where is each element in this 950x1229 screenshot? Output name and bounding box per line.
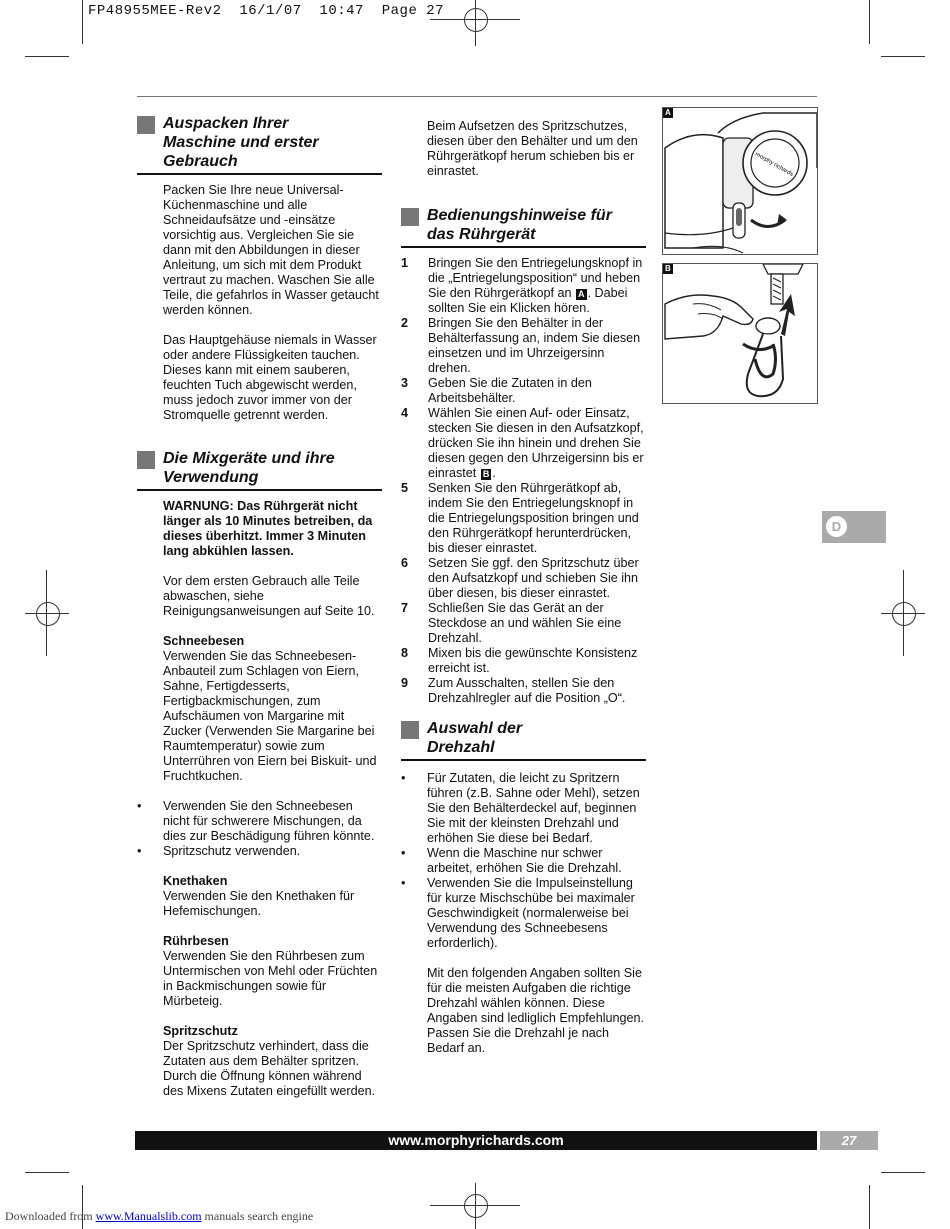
list-item-text: Spritzschutz verwenden.	[163, 844, 301, 858]
bullet-icon: •	[137, 844, 142, 858]
step-text: Setzen Sie ggf. den Spritzschutz über den Aufsatzkopf und schieben Sie ihn über diesen, bis dieser einrastet.	[428, 556, 639, 600]
heading-line: das Rührgerät	[427, 226, 536, 243]
step-text: Wählen Sie einen Auf- oder Einsatz, stecken Sie diesen in den Aufsatzkopf, drücken Sie ihn hinein und drehen Sie diesen gegen den Uhrzeigersinn bis er einrastet	[428, 406, 644, 480]
subheading-spritzschutz: Spritzschutz	[163, 1024, 238, 1038]
figure-a	[662, 107, 818, 255]
heading-line: Bedienungshinweise für	[427, 207, 612, 224]
registration-mark	[464, 8, 488, 32]
crop-mark	[881, 1172, 925, 1173]
crop-mark	[25, 1172, 69, 1173]
brand-logo-text: morphy richards	[753, 151, 795, 179]
list-item-text: Verwenden Sie die Impulseinstellung für kurze Mischschübe bei maximaler Geschwindigkeit (normalerweise bei Verwendung des Schneebesens erforderlich).	[427, 876, 635, 950]
registration-mark	[36, 602, 60, 626]
heading-line: Die Mixgeräte und ihre	[163, 450, 335, 467]
step-number: 6	[401, 556, 409, 570]
subheading-knethaken: Knethaken	[163, 874, 228, 888]
step-number: 7	[401, 601, 409, 615]
section-heading-auspacken	[137, 114, 382, 175]
step-text: . Dabei sollten Sie ein Klicken hören.	[428, 286, 628, 315]
step-text: Mixen bis die gewünschte Konsistenz erreicht ist.	[428, 646, 638, 675]
step-number: 4	[401, 406, 409, 420]
footer-url-bar: www.morphyrichards.com	[135, 1131, 817, 1150]
crop-mark	[869, 0, 870, 44]
subheading-schneebesen: Schneebesen	[163, 634, 245, 648]
figure-b	[662, 263, 818, 404]
bullet-icon: •	[401, 876, 406, 890]
step-number: 2	[401, 316, 409, 330]
list-item-text: Wenn die Maschine nur schwer arbeitet, erhöhen Sie die Drehzahl.	[427, 846, 622, 875]
step-item	[401, 316, 646, 376]
step-number: 3	[401, 376, 409, 390]
download-note	[5, 1209, 313, 1224]
paragraph: Der Spritzschutz verhindert, dass die Zutaten aus dem Behälter spritzen. Durch die Öffnung können während des Mixens Zutaten eingefüllt werden.	[163, 1039, 376, 1098]
column-middle	[401, 119, 646, 1056]
step-item	[401, 556, 646, 601]
heading-line: Drehzahl	[427, 739, 495, 756]
bullet-icon: •	[401, 771, 406, 785]
column-left	[137, 114, 382, 1099]
step-item	[401, 406, 646, 481]
figure-ref-badge: B	[482, 469, 490, 479]
section-heading-mixgeraete	[137, 449, 382, 491]
download-note-suffix: manuals search engine	[201, 1209, 314, 1223]
list-item	[137, 844, 382, 859]
language-tab	[822, 511, 886, 543]
figure-ref-badge: A	[578, 289, 585, 299]
step-number: 8	[401, 646, 409, 660]
step-text: Schließen Sie das Gerät an der Steckdose an und wählen Sie eine Drehzahl.	[428, 601, 622, 645]
step-text: Geben Sie die Zutaten in den Arbeitsbehälter.	[428, 376, 592, 405]
step-number: 1	[401, 256, 409, 270]
step-item	[401, 256, 646, 316]
heading-square-icon	[137, 451, 155, 469]
warning-text: WARNUNG: Das Rührgerät nicht länger als 10 Minutes betreiben, da dieses überhitzt. Immer 3 Minuten lang abkühlen lassen.	[163, 499, 373, 558]
attachment-insert-illustration	[663, 264, 817, 403]
list-item-text: Für Zutaten, die leicht zu Spritzern führen (z.B. Sahne oder Mehl), setzen Sie den Behälterdeckel auf, beginnen Sie mit der kleinsten Drehzahl und erhöhen Sie diese bei Bedarf.	[427, 771, 640, 845]
figure-label-a: A	[665, 108, 671, 117]
paragraph: Packen Sie Ihre neue Universal-Küchenmaschine und alle Schneidaufsätze und -einsätze vorsichtig aus. Vergleichen Sie sie dann mit den Abbildungen in dieser Anleitung, um sich mit dem Produkt vertraut zu machen. Waschen Sie alle Teile, die gefahrlos in Wasser getaucht werden können.	[163, 183, 379, 317]
crop-mark	[869, 1185, 870, 1229]
section-heading-bedienung	[401, 206, 646, 248]
step-number: 5	[401, 481, 409, 495]
heading-line: Auswahl der	[427, 720, 523, 737]
list-item	[137, 799, 382, 844]
download-note-prefix: Downloaded from	[5, 1209, 96, 1223]
heading-line: Maschine und erster	[163, 134, 319, 151]
crop-mark	[82, 0, 83, 44]
step-text: Senken Sie den Rührgerätkopf ab, indem Sie den Entriegelungsknopf in die Entriegelungsposition bringen und den Rührgerätkopf herunterdrücken, bis dieser einrastet.	[428, 481, 639, 555]
mixer-head-illustration	[663, 108, 817, 254]
top-rule	[137, 96, 817, 97]
registration-mark	[892, 602, 916, 626]
step-text: .	[492, 466, 496, 480]
step-number: 9	[401, 676, 409, 690]
list-item	[401, 846, 646, 876]
paragraph: Verwenden Sie den Knethaken für Hefemischungen.	[163, 889, 355, 918]
paragraph: Verwenden Sie den Rührbesen zum Untermischen von Mehl oder Früchten in Backmischungen sowie für Mürbeteig.	[163, 949, 378, 1008]
paragraph: Mit den folgenden Angaben sollten Sie für die meisten Aufgaben die richtige Drehzahl wählen können. Diese Angaben sind ledliglich Empfehlungen. Passen Sie die Drehzahl je nach Bedarf an.	[427, 966, 645, 1055]
list-item	[401, 771, 646, 846]
paragraph: Das Hauptgehäuse niemals in Wasser oder andere Flüssigkeiten tauchen. Dieses kann mit einem sauberen, feuchten Tuch abgewischt werden, muss jedoch zuvor immer von der Stromquelle getrennt werden.	[163, 333, 377, 422]
section-heading-drehzahl	[401, 719, 646, 761]
list-item	[401, 876, 646, 951]
paragraph: Beim Aufsetzen des Spritzschutzes, diesen über den Behälter und um den Rührgerätkopf herum schieben bis er einrastet.	[427, 119, 638, 178]
language-tab-label: D	[826, 516, 847, 537]
heading-square-icon	[401, 208, 419, 226]
step-item	[401, 646, 646, 676]
manualslib-link[interactable]: www.Manualslib.com	[95, 1209, 202, 1223]
step-item	[401, 481, 646, 556]
paragraph: Verwenden Sie das Schneebesen-Anbauteil zum Schlagen von Eiern, Sahne, Fertigdesserts, Fertigbackmischungen, zum Aufschäumen von Margarine mit Zucker (Verwenden Sie Margarine bei Raumtemperatur) sowie zum Unterrühren von Eiern bei Biskuit- und Fruchtkuchen.	[163, 649, 377, 783]
step-item	[401, 676, 646, 706]
heading-line: Gebrauch	[163, 153, 238, 170]
heading-square-icon	[137, 116, 155, 134]
page-number: 27	[820, 1131, 878, 1150]
crop-mark	[25, 56, 69, 57]
step-item	[401, 376, 646, 406]
heading-line: Verwendung	[163, 469, 259, 486]
step-item	[401, 601, 646, 646]
registration-mark	[464, 1194, 488, 1218]
bullet-icon: •	[401, 846, 406, 860]
step-text: Bringen Sie den Behälter in der Behälterfassung an, indem Sie diesen einsetzen und im Uhrzeigersinn drehen.	[428, 316, 641, 375]
heading-square-icon	[401, 721, 419, 739]
paragraph: Vor dem ersten Gebrauch alle Teile abwaschen, siehe Reinigungsanweisungen auf Seite 10.	[163, 574, 375, 618]
heading-line: Auspacken Ihrer	[163, 115, 289, 132]
bullet-icon: •	[137, 799, 142, 813]
figure-label-b: B	[665, 264, 671, 273]
step-text: Bringen Sie den Entriegelungsknopf in die „Entriegelungsposition“ und heben Sie den Rührgerätkopf an	[428, 256, 643, 300]
list-item-text: Verwenden Sie den Schneebesen nicht für schwerere Mischungen, da dies zur Beschädigung führen könnte.	[163, 799, 375, 843]
crop-mark	[881, 56, 925, 57]
print-header: FP48955MEE-Rev2 16/1/07 10:47 Page 27	[88, 3, 445, 19]
step-text: Zum Ausschalten, stellen Sie den Drehzahlregler auf die Position „O“.	[428, 676, 626, 705]
subheading-ruehrbesen: Rührbesen	[163, 934, 229, 948]
